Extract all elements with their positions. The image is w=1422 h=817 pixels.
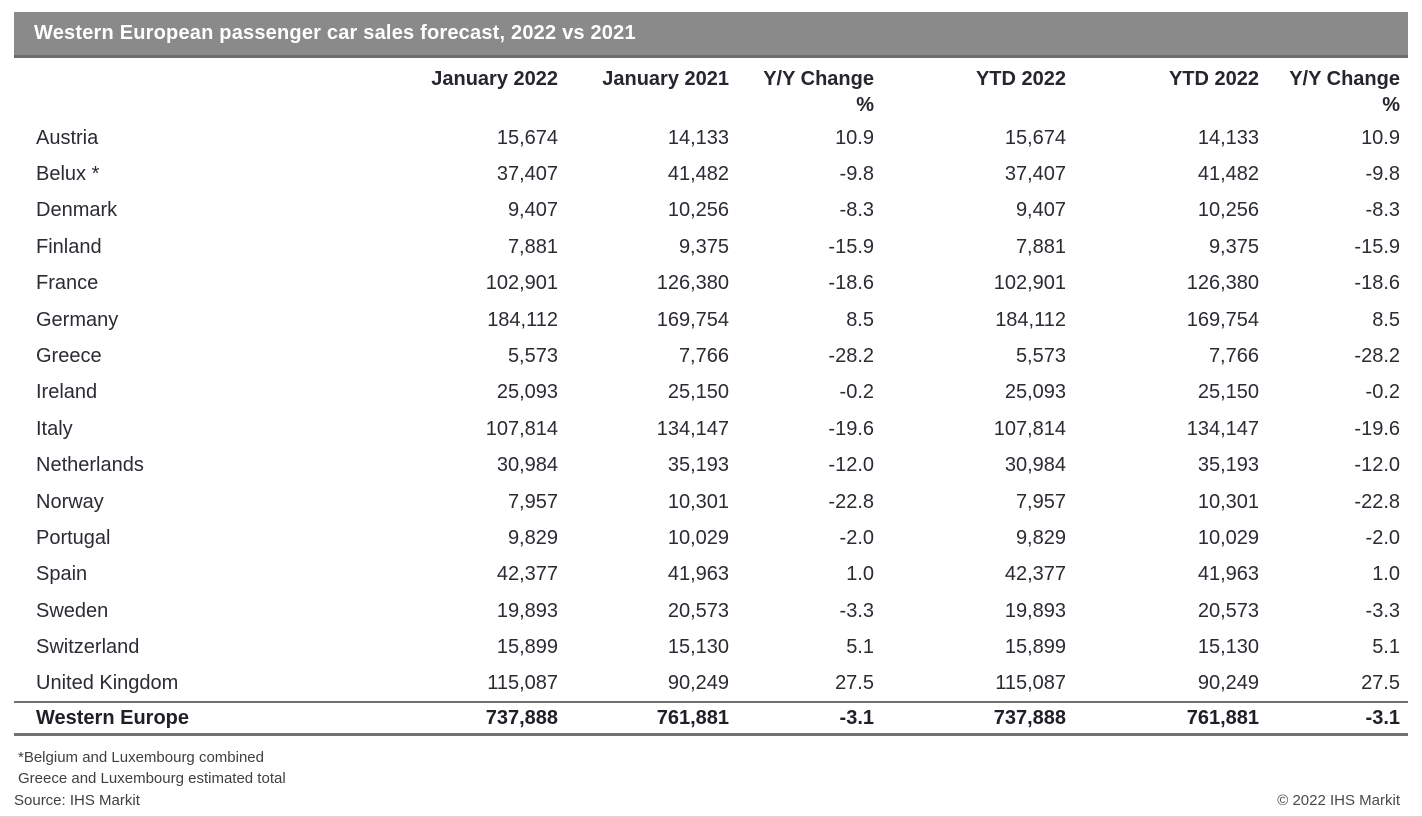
value-cell: 41,482 [667,163,729,186]
value-cell: 115,087 [995,672,1066,695]
header-ytd-yy-change: Y/Y Change % [1289,68,1400,116]
table-row [14,448,1408,484]
value-cell: 25,150 [667,381,729,404]
value-cell: 15,130 [1197,636,1259,659]
value-cell: 7,881 [1015,235,1066,258]
value-cell: -8.3 [1365,199,1400,222]
value-cell: 9,375 [678,235,729,258]
value-cell: 7,881 [507,235,558,258]
value-cell: -3.1 [1259,702,1408,734]
country-cell: Germany [36,308,119,331]
value-cell: -12.0 [1354,454,1400,477]
country-cell: Ireland [36,381,98,404]
value-cell: -18.6 [1354,272,1400,295]
country-cell: France [36,272,99,295]
country-cell: Netherlands [36,454,144,477]
value-cell: 5,573 [1015,345,1066,368]
value-cell: -22.8 [828,490,874,513]
country-cell: Portugal [36,526,111,549]
value-cell: 25,093 [496,381,558,404]
value-cell: 27.5 [1361,672,1400,695]
value-cell: 169,754 [656,308,729,331]
value-cell: 9,407 [507,199,558,222]
value-cell: 37,407 [496,163,558,186]
value-cell: 5.1 [1372,636,1400,659]
value-cell: 20,573 [667,599,729,622]
value-cell: 25,150 [1197,381,1259,404]
value-cell: -2.0 [1365,526,1400,549]
value-cell: 107,814 [993,417,1066,440]
header-ytd-2022-b: YTD 2022 [1168,68,1259,90]
table-total [14,702,1408,734]
table-row [14,266,1408,302]
table-row [14,557,1408,593]
header-january-2022: January 2022 [431,68,558,90]
table-row [14,484,1408,520]
value-cell: 35,193 [1197,454,1259,477]
country-cell: Belux * [36,163,100,186]
total-row [14,702,1408,734]
value-cell: -3.3 [1365,599,1400,622]
value-cell: 10,256 [1197,199,1259,222]
value-cell: 42,377 [1004,563,1066,586]
country-cell: Denmark [36,199,118,222]
value-cell: 15,674 [496,126,558,149]
value-cell: 5.1 [846,636,874,659]
value-cell: 15,674 [1004,126,1066,149]
page-title: Western European passenger car sales forecast, 2022 vs 2021 [34,22,636,44]
country-cell: Finland [36,235,102,258]
table-row [14,120,1408,156]
value-cell: 761,881 [1066,702,1259,734]
value-cell: 8.5 [1372,308,1400,331]
country-cell: Austria [36,126,99,149]
value-cell: -28.2 [1354,345,1400,368]
table-row [14,193,1408,229]
value-cell: 115,087 [487,672,558,695]
value-cell: 41,963 [667,563,729,586]
value-cell: -8.3 [839,199,874,222]
value-cell: 102,901 [485,272,558,295]
value-cell: 10,256 [667,199,729,222]
value-cell: 35,193 [667,454,729,477]
header-ytd-2022: YTD 2022 [975,68,1066,90]
value-cell: 761,881 [558,702,729,734]
value-cell: 25,093 [1004,381,1066,404]
country-cell: Spain [36,563,88,586]
value-cell: -12.0 [828,454,874,477]
value-cell: 30,984 [1004,454,1066,477]
value-cell: 126,380 [1186,272,1259,295]
value-cell: 15,130 [667,636,729,659]
country-cell: Norway [36,490,104,513]
value-cell: -19.6 [1354,417,1400,440]
title-bar [14,12,1408,58]
value-cell: -0.2 [839,381,874,404]
value-cell: -15.9 [1354,235,1400,258]
value-cell: 14,133 [1197,126,1259,149]
country-cell: Western Europe [14,702,386,734]
value-cell: 19,893 [1004,599,1066,622]
country-cell: United Kingdom [36,672,179,695]
header-country [14,58,386,120]
table-body [14,120,1408,702]
table-row [14,520,1408,556]
value-cell: 10,301 [667,490,729,513]
value-cell: 184,112 [487,308,558,331]
value-cell: 7,766 [1208,345,1259,368]
value-cell: -2.0 [839,526,874,549]
value-cell: 9,407 [1015,199,1066,222]
value-cell: 10.9 [835,126,874,149]
value-cell: -18.6 [828,272,874,295]
table-row [14,338,1408,374]
footnotes [18,747,1408,789]
table-header [14,58,1408,120]
value-cell: 9,375 [1208,235,1259,258]
value-cell: 7,957 [1015,490,1066,513]
value-cell: 126,380 [656,272,729,295]
value-cell: 102,901 [993,272,1066,295]
value-cell: 14,133 [667,126,729,149]
value-cell: 10,301 [1197,490,1259,513]
value-cell: 30,984 [496,454,558,477]
table-row [14,229,1408,265]
value-cell: 37,407 [1004,163,1066,186]
country-cell: Sweden [36,599,109,622]
value-cell: 107,814 [485,417,558,440]
value-cell: -3.1 [729,702,874,734]
value-cell: -3.3 [839,599,874,622]
table-row [14,593,1408,629]
value-cell: -19.6 [828,417,874,440]
table-row [14,411,1408,447]
value-cell: 10,029 [667,526,729,549]
value-cell: 1.0 [1372,563,1400,586]
table-row [14,666,1408,702]
value-cell: 42,377 [496,563,558,586]
value-cell: 134,147 [656,417,729,440]
table-row [14,302,1408,338]
value-cell: 184,112 [995,308,1066,331]
value-cell: -9.8 [839,163,874,186]
value-cell: 90,249 [1197,672,1259,695]
value-cell: 9,829 [507,526,558,549]
header-january-2021: January 2021 [602,68,729,90]
value-cell: 737,888 [386,702,558,734]
value-cell: 737,888 [874,702,1066,734]
value-cell: 10.9 [1361,126,1400,149]
value-cell: 41,963 [1197,563,1259,586]
value-cell: 15,899 [1004,636,1066,659]
source-label: Source: IHS Markit [14,791,140,809]
value-cell: 5,573 [507,345,558,368]
value-cell: 8.5 [846,308,874,331]
source-row [14,790,1408,811]
header-yy-change: Y/Y Change % [763,68,874,116]
value-cell: 169,754 [1186,308,1259,331]
value-cell: 27.5 [835,672,874,695]
value-cell: 19,893 [496,599,558,622]
value-cell: -22.8 [1354,490,1400,513]
value-cell: 15,899 [496,636,558,659]
value-cell: -0.2 [1365,381,1400,404]
sales-table [14,58,1408,736]
value-cell: 7,957 [507,490,558,513]
footnote-belux: *Belgium and Luxembourg combined [18,748,264,766]
value-cell: -28.2 [828,345,874,368]
value-cell: 20,573 [1197,599,1259,622]
value-cell: -15.9 [828,235,874,258]
value-cell: -9.8 [1365,163,1400,186]
table-row [14,156,1408,192]
country-cell: Greece [36,345,102,368]
country-cell: Italy [36,417,73,440]
header-row [14,58,1408,120]
value-cell: 90,249 [667,672,729,695]
copyright-label: © 2022 IHS Markit [1277,791,1400,809]
value-cell: 7,766 [678,345,729,368]
table-row [14,375,1408,411]
footnote-greece: Greece and Luxembourg estimated total [18,769,286,787]
value-cell: 1.0 [846,563,874,586]
value-cell: 10,029 [1197,526,1259,549]
table-row [14,629,1408,665]
country-cell: Switzerland [36,636,140,659]
value-cell: 41,482 [1197,163,1259,186]
value-cell: 9,829 [1015,526,1066,549]
value-cell: 134,147 [1186,417,1259,440]
